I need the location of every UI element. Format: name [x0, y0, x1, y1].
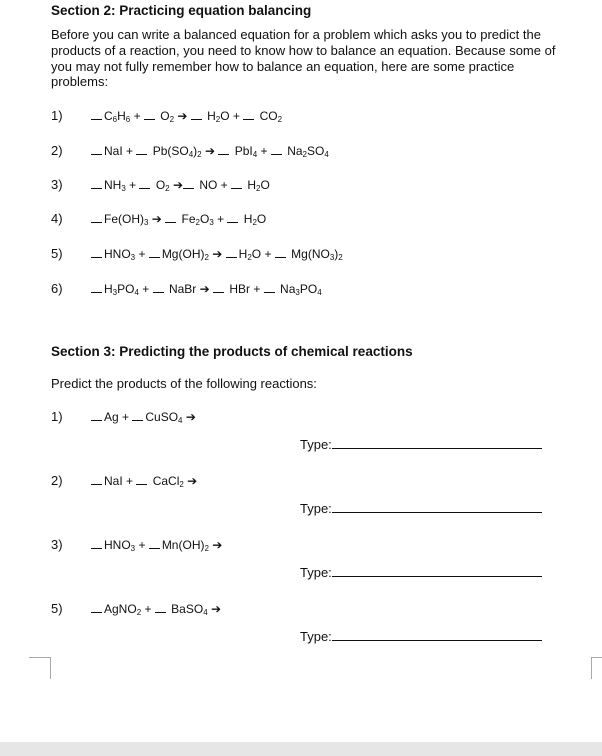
coefficient-blank	[153, 283, 164, 293]
formula-text: SO	[307, 144, 325, 158]
formula-text: +	[135, 538, 149, 552]
formula-text: Mn(OH)	[161, 538, 205, 552]
type-answer-line	[300, 629, 542, 644]
coefficient-blank	[91, 539, 102, 549]
coefficient-blank	[132, 411, 143, 421]
type-label: Type:	[300, 565, 332, 580]
formula-text: O	[152, 178, 166, 192]
formula-text: HNO	[104, 247, 131, 261]
coefficient-blank	[91, 248, 102, 258]
formula-text: O	[199, 212, 210, 226]
formula-text: PO	[117, 282, 135, 296]
page-margin-corner-mark	[29, 657, 51, 679]
formula-text: CuSO	[145, 410, 179, 424]
intro-line: you may not fully remember how to balance an equation, here are some practice	[51, 58, 515, 74]
section-3-intro: Predict the products of the following reactions:	[51, 376, 317, 391]
formula-text: ➔	[208, 247, 226, 261]
subscript: 2	[247, 253, 252, 262]
page-margin-corner-mark	[591, 657, 602, 679]
intro-line: Before you can write a balanced equation for a problem which asks you to predict the	[51, 27, 541, 42]
coefficient-blank	[155, 603, 166, 613]
formula-text: Fe(OH)	[104, 212, 144, 226]
formula-text: +	[138, 282, 153, 296]
coefficient-blank	[91, 145, 102, 155]
formula-text: +	[141, 602, 155, 616]
page-gap-bar	[0, 742, 602, 756]
reaction-number: 3)	[51, 537, 63, 552]
formula-text: H	[203, 109, 216, 123]
reaction-equation	[91, 538, 222, 552]
subscript: 3	[130, 544, 136, 553]
problem-number: 4)	[51, 211, 63, 226]
coefficient-blank	[91, 179, 102, 189]
problem-number: 3)	[51, 177, 63, 192]
coefficient-blank	[91, 213, 102, 223]
section-2-intro	[51, 27, 596, 90]
subscript: 2	[252, 218, 257, 227]
subscript: 3	[209, 218, 214, 227]
subscript: 6	[112, 115, 118, 124]
formula-text: H	[238, 247, 248, 261]
subscript: 2	[179, 480, 184, 489]
reaction-equation	[91, 602, 221, 616]
formula-text: H	[240, 212, 253, 226]
type-answer-line	[300, 565, 542, 580]
problem-equation	[91, 144, 329, 158]
subscript: 4	[317, 288, 322, 297]
answer-blank	[332, 630, 542, 641]
answer-blank	[332, 502, 542, 513]
subscript: 3	[112, 288, 118, 297]
problem-number: 2)	[51, 143, 63, 158]
subscript: 4	[178, 416, 183, 425]
coefficient-blank	[227, 213, 238, 223]
formula-text: BaSO	[167, 602, 204, 616]
formula-text: PbI	[231, 144, 253, 158]
coefficient-blank	[91, 283, 102, 293]
coefficient-blank	[136, 145, 147, 155]
coefficient-blank	[271, 145, 282, 155]
type-label: Type:	[300, 501, 332, 516]
formula-text: ➔	[208, 538, 223, 552]
formula-text: C	[104, 109, 113, 123]
problem-number: 1)	[51, 108, 63, 123]
formula-text: ➔	[182, 410, 196, 424]
subscript: 2	[277, 115, 283, 124]
formula-text: +	[130, 109, 144, 123]
formula-text: NaI +	[104, 144, 137, 158]
coefficient-blank	[218, 145, 229, 155]
problem-equation	[91, 212, 266, 226]
problem-equation	[91, 178, 270, 192]
coefficient-blank	[144, 110, 155, 120]
reaction-equation	[91, 474, 197, 488]
problem-number: 6)	[51, 281, 63, 296]
answer-blank	[332, 566, 542, 577]
formula-text: CaCl	[149, 474, 180, 488]
coefficient-blank	[165, 213, 176, 223]
formula-text: Na	[276, 282, 296, 296]
type-label: Type:	[300, 629, 332, 644]
subscript: 2	[197, 150, 202, 159]
subscript: 2	[215, 115, 221, 124]
problem-equation	[91, 282, 322, 296]
formula-text: Na	[283, 144, 303, 158]
subscript: 4	[203, 608, 208, 617]
problem-number: 5)	[51, 246, 63, 261]
section-3-heading: Section 3: Predicting the products of chemical reactions	[51, 344, 413, 359]
subscript: 2	[338, 253, 343, 262]
intro-line: problems:	[51, 74, 109, 90]
formula-text: Pb(SO	[149, 144, 189, 158]
formula-text: +	[125, 178, 140, 192]
subscript: 3	[295, 288, 300, 297]
intro-line: products of a reaction, you need to know how to balance an equation. Because some of	[51, 42, 556, 58]
subscript: 2	[165, 184, 170, 193]
subscript: 2	[136, 608, 142, 617]
coefficient-blank	[136, 475, 147, 485]
formula-text: )	[193, 144, 198, 158]
coefficient-blank	[91, 603, 102, 613]
formula-text: AgNO	[104, 602, 137, 616]
formula-text: CO	[256, 109, 278, 123]
coefficient-blank	[264, 283, 275, 293]
subscript: 4	[252, 150, 258, 159]
subscript: 4	[134, 288, 139, 297]
subscript: 6	[125, 115, 131, 124]
type-answer-line	[300, 437, 542, 452]
reaction-number: 5)	[51, 601, 63, 616]
type-label: Type:	[300, 437, 332, 452]
coefficient-blank	[139, 179, 150, 189]
formula-text: PO	[299, 282, 318, 296]
formula-text: +	[257, 144, 271, 158]
formula-text: ➔	[207, 602, 222, 616]
subscript: 2	[195, 218, 200, 227]
formula-text: ➔	[201, 144, 219, 158]
subscript: 3	[121, 184, 126, 193]
reaction-number: 1)	[51, 409, 63, 424]
formula-text: Fe	[178, 212, 196, 226]
subscript: 4	[188, 150, 194, 159]
coefficient-blank	[231, 179, 242, 189]
type-answer-line	[300, 501, 542, 516]
subscript: 2	[256, 184, 261, 193]
formula-text: ➔	[183, 474, 198, 488]
formula-text: Mg(NO	[287, 247, 330, 261]
formula-text: ➔	[148, 212, 166, 226]
formula-text: H	[104, 282, 113, 296]
reaction-equation	[91, 410, 196, 424]
subscript: 4	[324, 150, 329, 159]
formula-text: )	[334, 247, 339, 261]
coefficient-blank	[149, 539, 160, 549]
subscript: 2	[204, 253, 209, 262]
formula-text: H	[244, 178, 257, 192]
formula-text: NH	[104, 178, 122, 192]
formula-text: +	[213, 212, 228, 226]
subscript: 3	[329, 253, 335, 262]
formula-text: O +	[220, 109, 244, 123]
coefficient-blank	[213, 283, 224, 293]
formula-text: NO +	[196, 178, 232, 192]
problem-equation	[91, 247, 343, 261]
problem-equation	[91, 109, 282, 123]
subscript: 2	[169, 115, 175, 124]
formula-text: ➔	[174, 109, 191, 123]
formula-text: HBr +	[226, 282, 264, 296]
coefficient-blank	[183, 179, 194, 189]
formula-text: O +	[251, 247, 275, 261]
formula-text: NaBr ➔	[165, 282, 214, 296]
coefficient-blank	[275, 248, 286, 258]
formula-text: H	[117, 109, 126, 123]
formula-text: O	[156, 109, 170, 123]
subscript: 2	[204, 544, 209, 553]
coefficient-blank	[191, 110, 202, 120]
coefficient-blank	[243, 110, 254, 120]
section-2-heading: Section 2: Practicing equation balancing	[51, 3, 312, 18]
formula-text: O	[256, 212, 267, 226]
reaction-number: 2)	[51, 473, 63, 488]
coefficient-blank	[91, 110, 102, 120]
formula-text: O	[260, 178, 270, 192]
formula-text: ➔	[169, 178, 183, 192]
formula-text: NaI +	[104, 474, 137, 488]
subscript: 2	[302, 150, 307, 159]
subscript: 3	[144, 218, 149, 227]
coefficient-blank	[226, 248, 237, 258]
formula-text: Ag +	[104, 410, 133, 424]
coefficient-blank	[149, 248, 160, 258]
answer-blank	[332, 438, 542, 449]
coefficient-blank	[91, 411, 102, 421]
formula-text: Mg(OH)	[161, 247, 205, 261]
coefficient-blank	[91, 475, 102, 485]
subscript: 3	[130, 253, 136, 262]
formula-text: +	[135, 247, 149, 261]
formula-text: HNO	[104, 538, 131, 552]
